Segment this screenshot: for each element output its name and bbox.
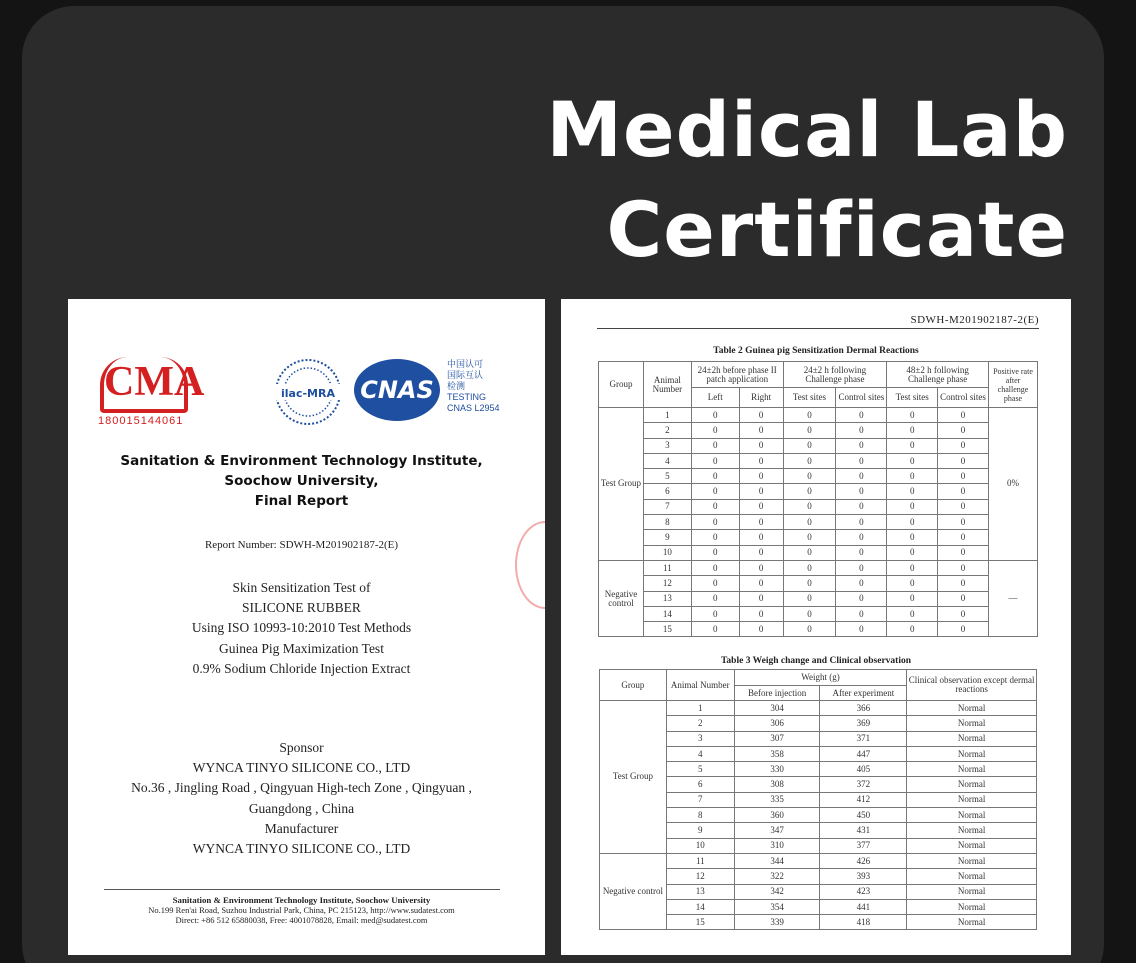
animal-number-cell: 6 xyxy=(643,484,691,499)
score-cell: 0 xyxy=(691,469,739,484)
test-line: SILICONE RUBBER xyxy=(242,600,361,616)
cma-number: 180015144061 xyxy=(98,415,184,427)
footer-title: Sanitation & Environment Technology Institute, Soochow University xyxy=(172,895,431,905)
score-cell: 0 xyxy=(691,438,739,453)
score-cell: 0 xyxy=(938,499,989,514)
score-cell: 0 xyxy=(836,606,887,621)
table3-weight-change xyxy=(599,669,1037,930)
sponsor-info xyxy=(68,738,535,859)
test-line: 0.9% Sodium Chloride Injection Extract xyxy=(192,660,411,676)
weight-before-cell: 322 xyxy=(734,869,820,884)
score-cell: 0 xyxy=(783,484,836,499)
animal-number-cell: 9 xyxy=(666,823,734,838)
score-cell: 0 xyxy=(739,438,783,453)
score-cell: 0 xyxy=(836,545,887,560)
score-cell: 0 xyxy=(691,515,739,530)
animal-number-cell: 11 xyxy=(666,853,734,868)
score-cell: 0 xyxy=(739,469,783,484)
header-left: Left xyxy=(691,388,739,408)
weight-after-cell: 450 xyxy=(820,808,907,823)
score-cell: 0 xyxy=(783,530,836,545)
score-cell: 0 xyxy=(836,499,887,514)
score-cell: 0 xyxy=(739,576,783,591)
cnas-accreditation-text xyxy=(447,359,500,414)
cnas-logo: CNAS xyxy=(354,359,440,421)
score-cell: 0 xyxy=(783,622,836,637)
score-cell: 0 xyxy=(938,622,989,637)
table2-sensitization-reactions xyxy=(598,361,1038,637)
score-cell: 0 xyxy=(836,453,887,468)
score-cell: 0 xyxy=(783,453,836,468)
score-cell: 0 xyxy=(887,591,938,606)
weight-before-cell: 347 xyxy=(734,823,820,838)
table-row xyxy=(600,701,1037,716)
score-cell: 0 xyxy=(887,545,938,560)
score-cell: 0 xyxy=(691,484,739,499)
animal-number-cell: 6 xyxy=(666,777,734,792)
score-cell: 0 xyxy=(691,560,739,575)
animal-number-cell: 10 xyxy=(643,545,691,560)
score-cell: 0 xyxy=(836,469,887,484)
ilac-logo-text: ilac-MRA xyxy=(281,387,335,400)
positive-rate-cell: 0% xyxy=(989,408,1038,561)
sponsor-line: Guangdong , China xyxy=(248,800,355,816)
weight-before-cell: 360 xyxy=(734,808,820,823)
score-cell: 0 xyxy=(887,484,938,499)
footer-contact: Direct: +86 512 65880038, Free: 4001078828, Email: med@sudatest.com xyxy=(175,915,428,925)
clinical-observation-cell: Normal xyxy=(907,823,1037,838)
animal-number-cell: 7 xyxy=(666,792,734,807)
score-cell: 0 xyxy=(887,499,938,514)
header-after-experiment: After experiment xyxy=(820,686,907,701)
animal-number-cell: 1 xyxy=(666,701,734,716)
clinical-observation-cell: Normal xyxy=(907,792,1037,807)
weight-after-cell: 393 xyxy=(820,869,907,884)
clinical-observation-cell: Normal xyxy=(907,762,1037,777)
weight-after-cell: 412 xyxy=(820,792,907,807)
weight-before-cell: 310 xyxy=(734,838,820,853)
header-positive-rate: Positive rate after challenge phase xyxy=(989,362,1038,408)
score-cell: 0 xyxy=(836,622,887,637)
score-cell: 0 xyxy=(938,515,989,530)
animal-number-cell: 2 xyxy=(666,716,734,731)
score-cell: 0 xyxy=(938,576,989,591)
animal-number-cell: 13 xyxy=(643,591,691,606)
weight-after-cell: 441 xyxy=(820,899,907,914)
footer-address: No.199 Ren'ai Road, Suzhou Industrial Park, China, PC 215123, http://www.sudatest.com xyxy=(148,905,455,915)
clinical-observation-cell: Normal xyxy=(907,853,1037,868)
ilac-mra-logo xyxy=(273,357,343,427)
weight-after-cell: 405 xyxy=(820,762,907,777)
header-control-sites: Control sites xyxy=(836,388,887,408)
score-cell: 0 xyxy=(938,453,989,468)
header-control-sites: Control sites xyxy=(938,388,989,408)
animal-number-cell: 11 xyxy=(643,560,691,575)
table-row xyxy=(599,515,1038,530)
table2-caption: Table 2 Guinea pig Sensitization Dermal Reactions xyxy=(713,346,919,356)
animal-number-cell: 12 xyxy=(666,869,734,884)
page-header-report-id: SDWH-M201902187-2(E) xyxy=(910,314,1039,326)
clinical-observation-cell: Normal xyxy=(907,701,1037,716)
score-cell: 0 xyxy=(887,622,938,637)
score-cell: 0 xyxy=(836,438,887,453)
score-cell: 0 xyxy=(739,591,783,606)
score-cell: 0 xyxy=(739,530,783,545)
weight-after-cell: 369 xyxy=(820,716,907,731)
institute-line: Final Report xyxy=(254,493,349,509)
score-cell: 0 xyxy=(739,408,783,423)
score-cell: 0 xyxy=(783,469,836,484)
score-cell: 0 xyxy=(691,591,739,606)
group-cell: Test Group xyxy=(600,701,667,854)
score-cell: 0 xyxy=(938,408,989,423)
header-animal-number: Animal Number xyxy=(643,362,691,408)
score-cell: 0 xyxy=(739,423,783,438)
weight-before-cell: 344 xyxy=(734,853,820,868)
clinical-observation-cell: Normal xyxy=(907,869,1037,884)
header-animal-number: Animal Number xyxy=(666,670,734,701)
score-cell: 0 xyxy=(938,423,989,438)
table-row xyxy=(599,469,1038,484)
score-cell: 0 xyxy=(691,499,739,514)
clinical-observation-cell: Normal xyxy=(907,746,1037,761)
score-cell: 0 xyxy=(938,469,989,484)
score-cell: 0 xyxy=(887,423,938,438)
footer xyxy=(68,895,535,925)
weight-before-cell: 307 xyxy=(734,731,820,746)
clinical-observation-cell: Normal xyxy=(907,915,1037,930)
clinical-observation-cell: Normal xyxy=(907,899,1037,914)
weight-after-cell: 426 xyxy=(820,853,907,868)
report-cover-page xyxy=(68,299,545,955)
score-cell: 0 xyxy=(739,545,783,560)
sponsor-line: Sponsor xyxy=(279,740,324,755)
animal-number-cell: 5 xyxy=(666,762,734,777)
group-cell: Test Group xyxy=(599,408,644,561)
weight-after-cell: 371 xyxy=(820,731,907,746)
score-cell: 0 xyxy=(739,515,783,530)
weight-before-cell: 342 xyxy=(734,884,820,899)
score-cell: 0 xyxy=(739,622,783,637)
score-cell: 0 xyxy=(783,499,836,514)
score-cell: 0 xyxy=(938,438,989,453)
table-row xyxy=(599,499,1038,514)
institute-line: Sanitation & Environment Technology Institute, xyxy=(120,453,483,469)
animal-number-cell: 14 xyxy=(643,606,691,621)
score-cell: 0 xyxy=(691,423,739,438)
header-test-sites: Test sites xyxy=(887,388,938,408)
weight-before-cell: 358 xyxy=(734,746,820,761)
score-cell: 0 xyxy=(739,499,783,514)
score-cell: 0 xyxy=(836,560,887,575)
cnas-side-line: 国际互认 xyxy=(447,370,484,380)
animal-number-cell: 1 xyxy=(643,408,691,423)
footer-divider xyxy=(104,889,500,890)
table-row xyxy=(599,576,1038,591)
animal-number-cell: 14 xyxy=(666,899,734,914)
headline-line-1: Medical Lab xyxy=(546,85,1068,174)
score-cell: 0 xyxy=(887,408,938,423)
score-cell: 0 xyxy=(739,484,783,499)
sponsor-line: Manufacturer xyxy=(264,820,339,836)
score-cell: 0 xyxy=(783,591,836,606)
animal-number-cell: 8 xyxy=(643,515,691,530)
score-cell: 0 xyxy=(836,576,887,591)
table-row xyxy=(599,591,1038,606)
table-row xyxy=(599,453,1038,468)
score-cell: 0 xyxy=(783,545,836,560)
score-cell: 0 xyxy=(836,515,887,530)
header-phase-24h: 24±2 h following Challenge phase xyxy=(783,362,887,388)
animal-number-cell: 9 xyxy=(643,530,691,545)
clinical-observation-cell: Normal xyxy=(907,808,1037,823)
score-cell: 0 xyxy=(783,606,836,621)
score-cell: 0 xyxy=(836,423,887,438)
institute-name xyxy=(68,451,535,511)
score-cell: 0 xyxy=(783,515,836,530)
table-row xyxy=(599,560,1038,575)
score-cell: 0 xyxy=(887,606,938,621)
score-cell: 0 xyxy=(739,606,783,621)
clinical-observation-cell: Normal xyxy=(907,884,1037,899)
score-cell: 0 xyxy=(836,484,887,499)
score-cell: 0 xyxy=(783,576,836,591)
score-cell: 0 xyxy=(887,515,938,530)
animal-number-cell: 15 xyxy=(666,915,734,930)
clinical-observation-cell: Normal xyxy=(907,716,1037,731)
sponsor-line: No.36 , Jingling Road , Qingyuan High-tech Zone , Qingyuan , xyxy=(131,780,472,796)
animal-number-cell: 10 xyxy=(666,838,734,853)
header-right: Right xyxy=(739,388,783,408)
weight-before-cell: 304 xyxy=(734,701,820,716)
score-cell: 0 xyxy=(836,591,887,606)
animal-number-cell: 2 xyxy=(643,423,691,438)
score-cell: 0 xyxy=(783,438,836,453)
score-cell: 0 xyxy=(783,408,836,423)
weight-after-cell: 418 xyxy=(820,915,907,930)
score-cell: 0 xyxy=(691,576,739,591)
weight-after-cell: 423 xyxy=(820,884,907,899)
weight-before-cell: 335 xyxy=(734,792,820,807)
table-row xyxy=(599,484,1038,499)
score-cell: 0 xyxy=(887,560,938,575)
score-cell: 0 xyxy=(836,408,887,423)
header-phase-48h: 48±2 h following Challenge phase xyxy=(887,362,989,388)
score-cell: 0 xyxy=(836,530,887,545)
score-cell: 0 xyxy=(887,469,938,484)
group-cell: Negative control xyxy=(600,853,667,929)
weight-after-cell: 372 xyxy=(820,777,907,792)
clinical-observation-cell: Normal xyxy=(907,838,1037,853)
header-clinical-observation: Clinical observation except dermal reactions xyxy=(907,670,1037,701)
animal-number-cell: 12 xyxy=(643,576,691,591)
score-cell: 0 xyxy=(887,453,938,468)
score-cell: 0 xyxy=(691,606,739,621)
test-description xyxy=(68,578,535,679)
score-cell: 0 xyxy=(691,622,739,637)
headline xyxy=(546,80,1068,280)
weight-after-cell: 447 xyxy=(820,746,907,761)
score-cell: 0 xyxy=(938,545,989,560)
weight-after-cell: 366 xyxy=(820,701,907,716)
score-cell: 0 xyxy=(938,606,989,621)
score-cell: 0 xyxy=(691,545,739,560)
score-cell: 0 xyxy=(887,438,938,453)
weight-before-cell: 330 xyxy=(734,762,820,777)
animal-number-cell: 3 xyxy=(643,438,691,453)
table-row xyxy=(599,606,1038,621)
weight-after-cell: 377 xyxy=(820,838,907,853)
weight-before-cell: 306 xyxy=(734,716,820,731)
positive-rate-cell: — xyxy=(989,560,1038,636)
header-weight: Weight (g) xyxy=(734,670,907,686)
header-phase-before: 24±2h before phase II patch application xyxy=(691,362,783,388)
sponsor-line: WYNCA TINYO SILICONE CO., LTD xyxy=(192,841,411,857)
headline-line-2: Certificate xyxy=(606,185,1068,274)
cnas-side-line: CNAS L2954 xyxy=(447,403,500,413)
table-row xyxy=(599,423,1038,438)
cma-logo: CMA xyxy=(100,357,188,413)
score-cell: 0 xyxy=(938,484,989,499)
score-cell: 0 xyxy=(887,530,938,545)
test-line: Skin Sensitization Test of xyxy=(232,580,371,595)
header-group: Group xyxy=(600,670,667,701)
weight-before-cell: 354 xyxy=(734,899,820,914)
header-rule xyxy=(597,328,1039,329)
table-row xyxy=(599,438,1038,453)
test-line: Using ISO 10993-10:2010 Test Methods xyxy=(191,620,412,636)
score-cell: 0 xyxy=(691,453,739,468)
weight-before-cell: 308 xyxy=(734,777,820,792)
animal-number-cell: 13 xyxy=(666,884,734,899)
score-cell: 0 xyxy=(938,591,989,606)
group-cell: Negative control xyxy=(599,560,644,636)
animal-number-cell: 4 xyxy=(643,453,691,468)
header-test-sites: Test sites xyxy=(783,388,836,408)
weight-after-cell: 431 xyxy=(820,823,907,838)
report-number: Report Number: SDWH-M201902187-2(E) xyxy=(204,539,399,551)
animal-number-cell: 8 xyxy=(666,808,734,823)
animal-number-cell: 15 xyxy=(643,622,691,637)
table-row xyxy=(599,622,1038,637)
table-row xyxy=(599,408,1038,423)
animal-number-cell: 3 xyxy=(666,731,734,746)
clinical-observation-cell: Normal xyxy=(907,731,1037,746)
table-row xyxy=(599,545,1038,560)
table-row xyxy=(600,853,1037,868)
clinical-observation-cell: Normal xyxy=(907,777,1037,792)
animal-number-cell: 7 xyxy=(643,499,691,514)
animal-number-cell: 5 xyxy=(643,469,691,484)
score-cell: 0 xyxy=(938,530,989,545)
cnas-side-line: TESTING xyxy=(447,392,487,402)
cnas-side-line: 检测 xyxy=(447,381,466,391)
score-cell: 0 xyxy=(739,453,783,468)
report-tables-page xyxy=(561,299,1071,955)
score-cell: 0 xyxy=(783,423,836,438)
table-row xyxy=(599,530,1038,545)
animal-number-cell: 4 xyxy=(666,746,734,761)
score-cell: 0 xyxy=(739,560,783,575)
header-group: Group xyxy=(599,362,644,408)
score-cell: 0 xyxy=(887,576,938,591)
score-cell: 0 xyxy=(691,530,739,545)
institute-line: Soochow University, xyxy=(224,473,379,489)
table3-caption: Table 3 Weigh change and Clinical observation xyxy=(720,656,912,666)
sponsor-line: WYNCA TINYO SILICONE CO., LTD xyxy=(192,760,411,776)
header-before-injection: Before injection xyxy=(734,686,820,701)
score-cell: 0 xyxy=(783,560,836,575)
test-line: Guinea Pig Maximization Test xyxy=(219,640,384,656)
cnas-side-line: 中国认可 xyxy=(447,359,484,369)
weight-before-cell: 339 xyxy=(734,915,820,930)
score-cell: 0 xyxy=(691,408,739,423)
score-cell: 0 xyxy=(938,560,989,575)
